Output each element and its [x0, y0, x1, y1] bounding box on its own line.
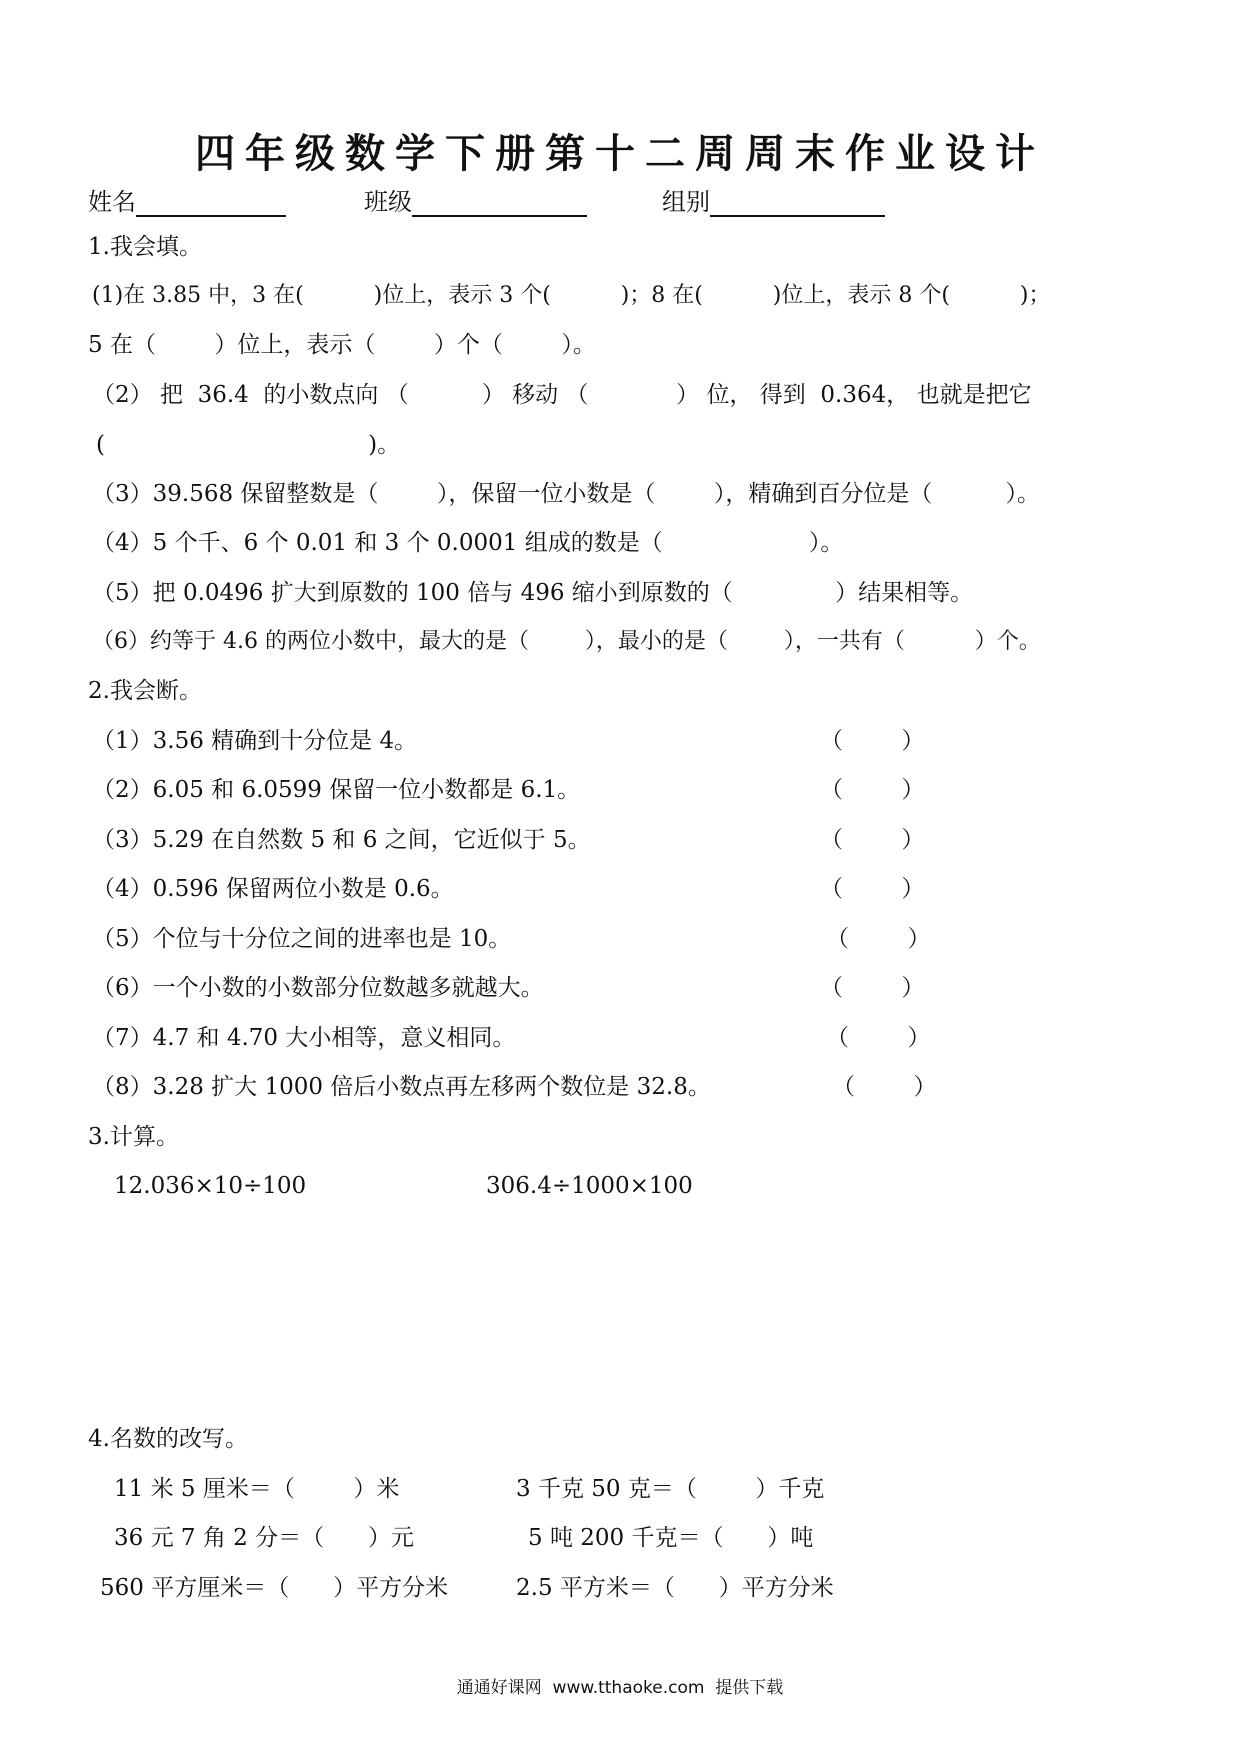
name-label: 姓名 [88, 188, 136, 216]
class-field [364, 182, 587, 217]
section4-heading: 4.名数的改写。 [88, 1426, 248, 1452]
name-field [88, 182, 286, 217]
s1-line-2: 5 在（ ）位上，表示（ ）个（ ）。 [88, 332, 596, 358]
convert-item: 36 元 7 角 2 分＝（ ）元 [114, 1525, 414, 1551]
judge-item: （6）一个小数的小数部分位数越多就越大。 [92, 975, 544, 1001]
s1-line-7: （5）把 0.0496 扩大到原数的 100 倍与 496 缩小到原数的（ ）结果相等。 [92, 580, 974, 606]
s1-line-8: （6）约等于 4.6 的两位小数中，最大的是（ ），最小的是（ ），一共有（ ）个。 [92, 629, 1041, 654]
calc-expression-1: 12.036×10÷100 [114, 1173, 307, 1199]
class-blank [412, 191, 587, 217]
judge-answer-paren: （ ） [820, 728, 925, 754]
section1-heading: 1.我会填。 [88, 234, 202, 260]
section2-heading: 2.我会断。 [88, 678, 202, 704]
judge-answer-paren: （ ） [826, 1025, 931, 1051]
name-blank [136, 191, 286, 217]
judge-item: （8）3.28 扩大 1000 倍后小数点再左移两个数位是 32.8。 [92, 1074, 711, 1100]
group-field [662, 182, 885, 217]
judge-answer-paren: （ ） [826, 926, 931, 952]
judge-item: （4）0.596 保留两位小数是 0.6。 [92, 876, 454, 902]
s1-line-3: （2） 把 36.4 的小数点向 （ ） 移动 （ ） 位， 得到 0.364， 也就是把它 [92, 382, 1032, 408]
judge-item: （5）个位与十分位之间的进率也是 10。 [92, 926, 512, 952]
s1-line-4: ( )。 [96, 432, 401, 458]
judge-answer-paren: （ ） [820, 876, 925, 902]
convert-item: 5 吨 200 千克＝（ ）吨 [528, 1525, 814, 1551]
calc-expression-2: 306.4÷1000×100 [486, 1173, 693, 1199]
convert-item: 11 米 5 厘米＝（ ）米 [114, 1476, 400, 1502]
judge-item: （2）6.05 和 6.0599 保留一位小数都是 6.1。 [92, 777, 581, 803]
convert-item: 2.5 平方米＝（ ）平方分米 [516, 1575, 834, 1601]
convert-item: 3 千克 50 克＝（ ）千克 [516, 1476, 825, 1502]
s1-line-1: (1)在 3.85 中，3 在( )位上，表示 3 个( )；8 在( )位上，表示 8 个( )； [92, 283, 1051, 308]
judge-item: （7）4.7 和 4.70 大小相等，意义相同。 [92, 1025, 516, 1051]
judge-item: （3）5.29 在自然数 5 和 6 之间，它近似于 5。 [92, 827, 591, 853]
judge-answer-paren: （ ） [832, 1074, 937, 1100]
convert-item: 560 平方厘米＝（ ）平方分米 [100, 1575, 449, 1601]
judge-answer-paren: （ ） [820, 777, 925, 803]
page-title: 四年级数学下册第十二周周末作业设计 [195, 131, 1045, 177]
group-blank [710, 191, 885, 217]
s1-line-5: （3）39.568 保留整数是（ ），保留一位小数是（ ），精确到百分位是（ ）。 [92, 481, 1041, 507]
section3-heading: 3.计算。 [88, 1124, 179, 1150]
class-label: 班级 [364, 188, 412, 216]
group-label: 组别 [662, 188, 710, 216]
judge-answer-paren: （ ） [820, 975, 925, 1001]
judge-item: （1）3.56 精确到十分位是 4。 [92, 728, 418, 754]
s1-line-6: （4）5 个千、6 个 0.01 和 3 个 0.0001 组成的数是（ ）。 [92, 530, 844, 556]
footer-source: 通通好课网 www.tthaoke.com 提供下载 [456, 1678, 784, 1698]
judge-answer-paren: （ ） [820, 827, 925, 853]
